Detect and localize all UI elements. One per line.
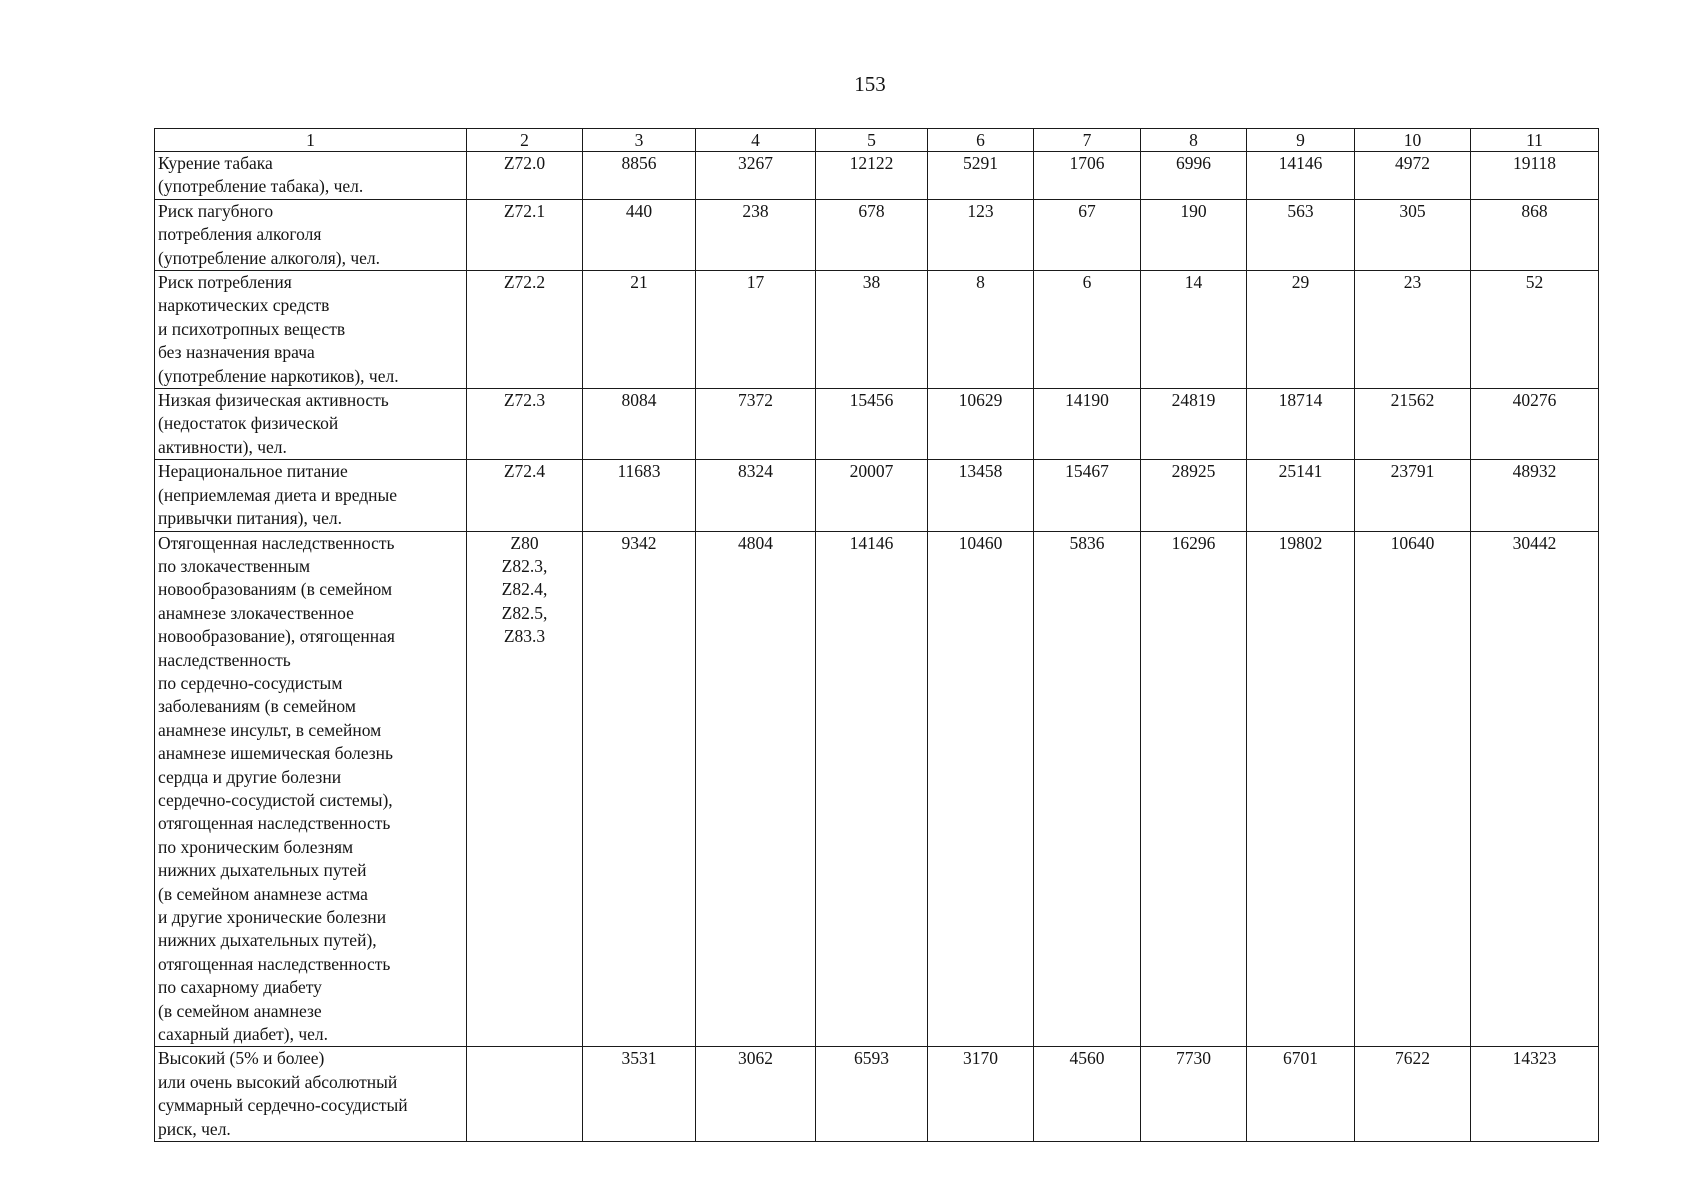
value-cell: 38	[816, 271, 928, 389]
table-row	[155, 1047, 1599, 1142]
indicator-name-line: Риск пагубного	[158, 200, 274, 221]
value-cell: 6	[1034, 271, 1141, 389]
icd-code-cell	[467, 1047, 583, 1142]
column-number-header: 6	[928, 129, 1034, 152]
indicator-name-line: без назначения врача	[158, 342, 315, 363]
indicator-name-cell	[155, 460, 467, 531]
table-row	[155, 152, 1599, 200]
column-number-header: 1	[155, 129, 467, 152]
column-number-header: 8	[1141, 129, 1247, 152]
indicator-name-line: Отягощенная наследственность	[158, 532, 395, 553]
indicator-name-line: (употребление алкоголя), чел.	[158, 247, 380, 268]
indicator-name-line: сахарный диабет), чел.	[158, 1024, 329, 1045]
indicator-name-line: нижних дыхательных путей),	[158, 930, 377, 951]
value-cell: 7622	[1355, 1047, 1471, 1142]
value-cell: 8856	[583, 152, 696, 200]
value-cell: 678	[816, 199, 928, 270]
indicator-name-line: Низкая физическая активность	[158, 390, 389, 411]
value-cell: 25141	[1247, 460, 1355, 531]
value-cell: 305	[1355, 199, 1471, 270]
value-cell: 3170	[928, 1047, 1034, 1142]
indicator-name-line: наркотических средств	[158, 295, 330, 316]
indicator-name-line: суммарный сердечно-сосудистый	[158, 1095, 408, 1116]
value-cell: 23791	[1355, 460, 1471, 531]
value-cell: 40276	[1471, 389, 1599, 460]
value-cell: 8084	[583, 389, 696, 460]
value-cell: 10460	[928, 531, 1034, 1047]
value-cell: 123	[928, 199, 1034, 270]
indicator-name-line: по сердечно-сосудистым	[158, 672, 343, 693]
column-number-header: 10	[1355, 129, 1471, 152]
value-cell: 5836	[1034, 531, 1141, 1047]
icd-code-line: Z72.2	[503, 272, 546, 293]
icd-code-line: Z82.3,	[501, 555, 548, 576]
value-cell: 16296	[1141, 531, 1247, 1047]
indicator-name-line: потребления алкоголя	[158, 224, 322, 245]
value-cell: 19802	[1247, 531, 1355, 1047]
value-cell: 8	[928, 271, 1034, 389]
column-number-header: 2	[467, 129, 583, 152]
value-cell: 3531	[583, 1047, 696, 1142]
icd-code-line: Z82.5,	[501, 602, 548, 623]
indicator-name-line: (неприемлемая диета и вредные	[158, 484, 398, 505]
column-number-header: 7	[1034, 129, 1141, 152]
value-cell: 3267	[696, 152, 816, 200]
value-cell: 18714	[1247, 389, 1355, 460]
indicator-name-line: отягощенная наследственность	[158, 813, 391, 834]
value-cell: 4804	[696, 531, 816, 1047]
value-cell: 29	[1247, 271, 1355, 389]
value-cell: 6701	[1247, 1047, 1355, 1142]
indicator-name-cell	[155, 1047, 467, 1142]
column-number-header: 11	[1471, 129, 1599, 152]
indicator-name-line: Риск потребления	[158, 272, 292, 293]
value-cell: 12122	[816, 152, 928, 200]
table-row	[155, 531, 1599, 1047]
indicator-name-cell	[155, 271, 467, 389]
data-table	[154, 128, 1599, 1142]
value-cell: 24819	[1141, 389, 1247, 460]
indicator-name-cell	[155, 199, 467, 270]
indicator-name-line: (в семейном анамнезе	[158, 1000, 322, 1021]
icd-code-line: Z83.3	[503, 626, 546, 647]
indicator-name-line: отягощенная наследственность	[158, 953, 391, 974]
indicator-name-line: по хроническим болезням	[158, 836, 354, 857]
indicator-name-line: Нерациональное питание	[158, 461, 348, 482]
indicator-name-line: (в семейном анамнезе астма	[158, 883, 368, 904]
value-cell: 10640	[1355, 531, 1471, 1047]
indicator-name-line: и психотропных веществ	[158, 318, 346, 339]
value-cell: 11683	[583, 460, 696, 531]
indicator-name-line: по злокачественным	[158, 555, 311, 576]
icd-code-cell	[467, 531, 583, 1047]
column-number-header: 4	[696, 129, 816, 152]
value-cell: 7730	[1141, 1047, 1247, 1142]
table-row	[155, 389, 1599, 460]
column-number-header: 9	[1247, 129, 1355, 152]
table-row	[155, 271, 1599, 389]
value-cell: 14	[1141, 271, 1247, 389]
indicator-name-line: Курение табака	[158, 153, 273, 173]
indicator-name-line: (употребление наркотиков), чел.	[158, 365, 399, 386]
value-cell: 20007	[816, 460, 928, 531]
value-cell: 868	[1471, 199, 1599, 270]
value-cell: 30442	[1471, 531, 1599, 1047]
indicator-name-cell	[155, 152, 467, 200]
value-cell: 14146	[816, 531, 928, 1047]
value-cell: 10629	[928, 389, 1034, 460]
value-cell: 21	[583, 271, 696, 389]
icd-code-cell	[467, 389, 583, 460]
indicator-name-line: сердца и другие болезни	[158, 766, 342, 787]
value-cell: 5291	[928, 152, 1034, 200]
column-number-header: 5	[816, 129, 928, 152]
indicator-name-line: заболеваниям (в семейном	[158, 696, 356, 717]
value-cell: 3062	[696, 1047, 816, 1142]
value-cell: 48932	[1471, 460, 1599, 531]
value-cell: 6996	[1141, 152, 1247, 200]
value-cell: 6593	[816, 1047, 928, 1142]
indicator-name-line: анамнезе ишемическая болезнь	[158, 743, 394, 764]
value-cell: 13458	[928, 460, 1034, 531]
indicator-name-cell	[155, 389, 467, 460]
indicator-name-line: наследственность	[158, 649, 291, 670]
indicator-name-line: (недостаток физической	[158, 413, 339, 434]
value-cell: 14146	[1247, 152, 1355, 200]
table-header-row	[155, 129, 1599, 152]
value-cell: 190	[1141, 199, 1247, 270]
value-cell: 21562	[1355, 389, 1471, 460]
icd-code-cell	[467, 199, 583, 270]
value-cell: 15467	[1034, 460, 1141, 531]
icd-code-cell	[467, 152, 583, 200]
indicator-name-cell	[155, 531, 467, 1047]
indicator-name-line: новообразованиям (в семейном	[158, 579, 393, 600]
value-cell: 14190	[1034, 389, 1141, 460]
indicator-name-line: сердечно-сосудистой системы),	[158, 789, 393, 810]
icd-code-line: Z80	[510, 532, 539, 553]
value-cell: 7372	[696, 389, 816, 460]
table-row	[155, 460, 1599, 531]
value-cell: 15456	[816, 389, 928, 460]
page-number: 153	[854, 72, 886, 96]
indicator-name-line: (употребление табака), чел.	[158, 176, 364, 197]
indicator-name-line: риск, чел.	[158, 1118, 231, 1139]
icd-code-line: Z72.4	[503, 461, 546, 482]
value-cell: 9342	[583, 531, 696, 1047]
value-cell: 19118	[1471, 152, 1599, 200]
indicator-name-line: активности), чел.	[158, 436, 287, 457]
value-cell: 1706	[1034, 152, 1141, 200]
icd-code-line: Z72.1	[503, 200, 546, 221]
icd-code-line: Z72.3	[503, 390, 546, 411]
value-cell: 4972	[1355, 152, 1471, 200]
value-cell: 67	[1034, 199, 1141, 270]
value-cell: 440	[583, 199, 696, 270]
value-cell: 8324	[696, 460, 816, 531]
icd-code-cell	[467, 271, 583, 389]
icd-code-line: Z72.0	[503, 153, 546, 173]
indicator-name-line: Высокий (5% и более)	[158, 1048, 325, 1069]
value-cell: 52	[1471, 271, 1599, 389]
indicator-name-line: нижних дыхательных путей	[158, 860, 367, 881]
indicator-name-line: новообразование), отягощенная	[158, 626, 395, 647]
value-cell: 14323	[1471, 1047, 1599, 1142]
icd-code-cell	[467, 460, 583, 531]
indicator-name-line: или очень высокий абсолютный	[158, 1071, 398, 1092]
indicator-name-line: по сахарному диабету	[158, 977, 322, 998]
table-row	[155, 199, 1599, 270]
column-number-header: 3	[583, 129, 696, 152]
indicator-name-line: анамнезе инсульт, в семейном	[158, 719, 382, 740]
value-cell: 17	[696, 271, 816, 389]
icd-code-line: Z82.4,	[501, 579, 548, 600]
indicator-name-line: анамнезе злокачественное	[158, 602, 354, 623]
value-cell: 4560	[1034, 1047, 1141, 1142]
indicator-name-line: и другие хронические болезни	[158, 907, 387, 927]
value-cell: 238	[696, 199, 816, 270]
value-cell: 28925	[1141, 460, 1247, 531]
value-cell: 23	[1355, 271, 1471, 389]
indicator-name-line: привычки питания), чел.	[158, 508, 342, 529]
value-cell: 563	[1247, 199, 1355, 270]
